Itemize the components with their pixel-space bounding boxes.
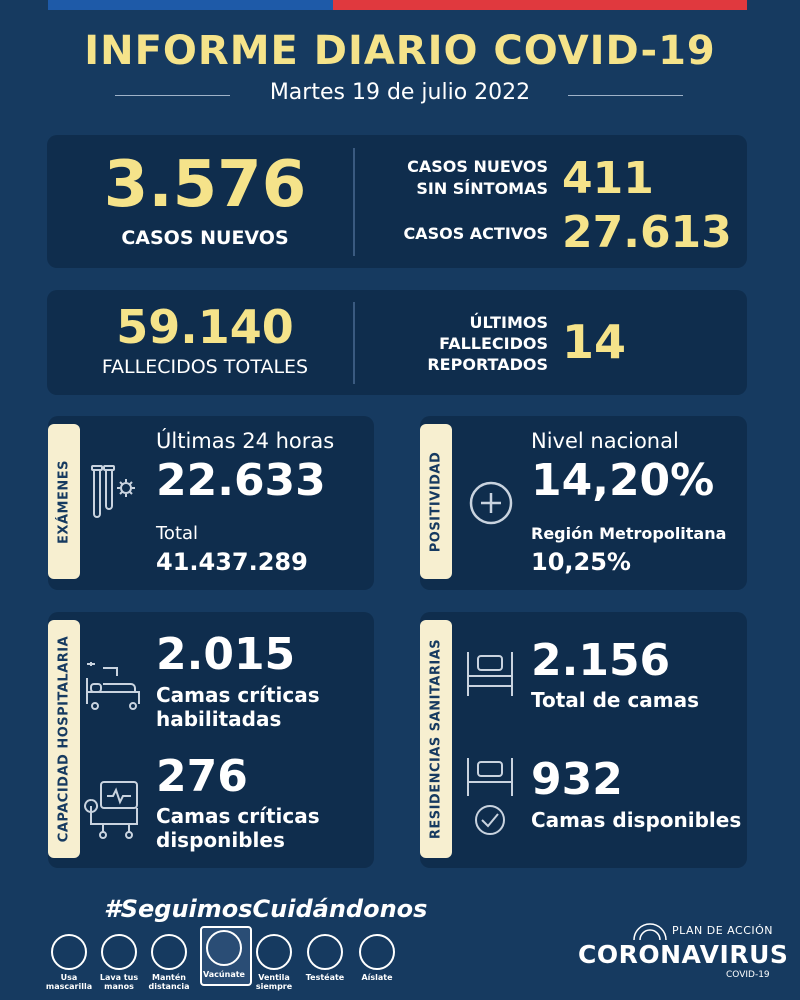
footer-item-distance: Mantén distancia: [148, 973, 190, 991]
hand-wash-icon: [101, 934, 137, 970]
recent-deaths-label: ÚLTIMOS FALLECIDOS REPORTADOS: [427, 313, 548, 374]
residences-tab: RESIDENCIAS SANITARIAS: [420, 620, 452, 858]
brand-covid: COVID-19: [726, 970, 770, 980]
test-tube-icon: [88, 462, 138, 534]
exams-tab: EXÁMENES: [48, 424, 80, 579]
mask-icon: [51, 934, 87, 970]
residences-total-label: Total de camas: [531, 688, 700, 712]
new-cases-value: 3.576: [103, 148, 307, 222]
footer-item-vaccine: Vacúnate: [203, 970, 245, 979]
footer-item-test: Testéate: [305, 973, 345, 982]
total-deaths-label: FALLECIDOS TOTALES: [101, 356, 309, 378]
footer-item-mask: Usa mascarilla: [45, 973, 93, 991]
isolate-house-icon: [359, 934, 395, 970]
report-date: Martes 19 de julio 2022: [269, 80, 531, 105]
hospital-tab: CAPACIDAD HOSPITALARIA: [48, 620, 80, 858]
brand-coronavirus: CORONAVIRUS: [578, 940, 789, 969]
hospital-enabled-label: Camas críticas habilitadas: [156, 683, 320, 731]
brand-plan: PLAN DE ACCIÓN: [672, 924, 774, 937]
asymptomatic-label: CASOS NUEVOS SIN SÍNTOMAS: [407, 157, 548, 198]
footer-item-isolate: Aíslate: [361, 973, 393, 982]
exams-total-value: 41.437.289: [156, 548, 308, 576]
residences-available-value: 932: [531, 754, 623, 805]
residences-available-label: Camas disponibles: [531, 808, 742, 832]
exams-24h-value: 22.633: [156, 455, 326, 506]
asymptomatic-value: 411: [562, 153, 654, 204]
bed-icon: [462, 646, 518, 702]
exams-total-label: Total: [156, 523, 199, 544]
exams-24h-label: Últimas 24 horas: [156, 429, 335, 453]
active-cases-label: CASOS ACTIVOS: [403, 224, 548, 243]
hashtag: #SeguimosCuidándonos: [104, 895, 428, 923]
vaccine-calendar-icon: [206, 930, 242, 966]
positivity-tab: POSITIVIDAD: [420, 424, 452, 579]
positivity-rm-label: Región Metropolitana: [531, 524, 727, 543]
flag-bar-blue: [48, 0, 333, 10]
hospital-available-label: Camas críticas disponibles: [156, 804, 320, 852]
distance-icon: [151, 934, 187, 970]
bed-check-icon: [462, 752, 518, 840]
plus-circle-icon: [466, 478, 516, 528]
positivity-national-value: 14,20%: [531, 455, 715, 506]
footer-item-wash: Lava tus manos: [99, 973, 139, 991]
date-rule-right: [568, 95, 683, 96]
footer-item-ventilate: Ventila siempre: [255, 973, 293, 991]
hospital-enabled-value: 2.015: [156, 629, 296, 680]
new-cases-label: CASOS NUEVOS: [121, 227, 289, 249]
deaths-divider: [353, 302, 355, 384]
recent-deaths-value: 14: [562, 315, 627, 369]
active-cases-value: 27.613: [562, 207, 732, 258]
hospital-available-value: 276: [156, 751, 248, 802]
hospital-bed-icon: [83, 658, 145, 712]
test-swab-icon: [307, 934, 343, 970]
page-title: INFORME DIARIO COVID-19: [84, 28, 716, 74]
ventilate-icon: [256, 934, 292, 970]
cases-divider: [353, 148, 355, 256]
coronavirus-logo-icon: [632, 920, 668, 942]
flag-bar-red: [333, 0, 747, 10]
total-deaths-value: 59.140: [116, 300, 294, 354]
residences-total-value: 2.156: [531, 635, 671, 686]
monitor-equipment-icon: [83, 778, 145, 840]
positivity-rm-value: 10,25%: [531, 548, 631, 576]
positivity-national-label: Nivel nacional: [531, 429, 679, 453]
